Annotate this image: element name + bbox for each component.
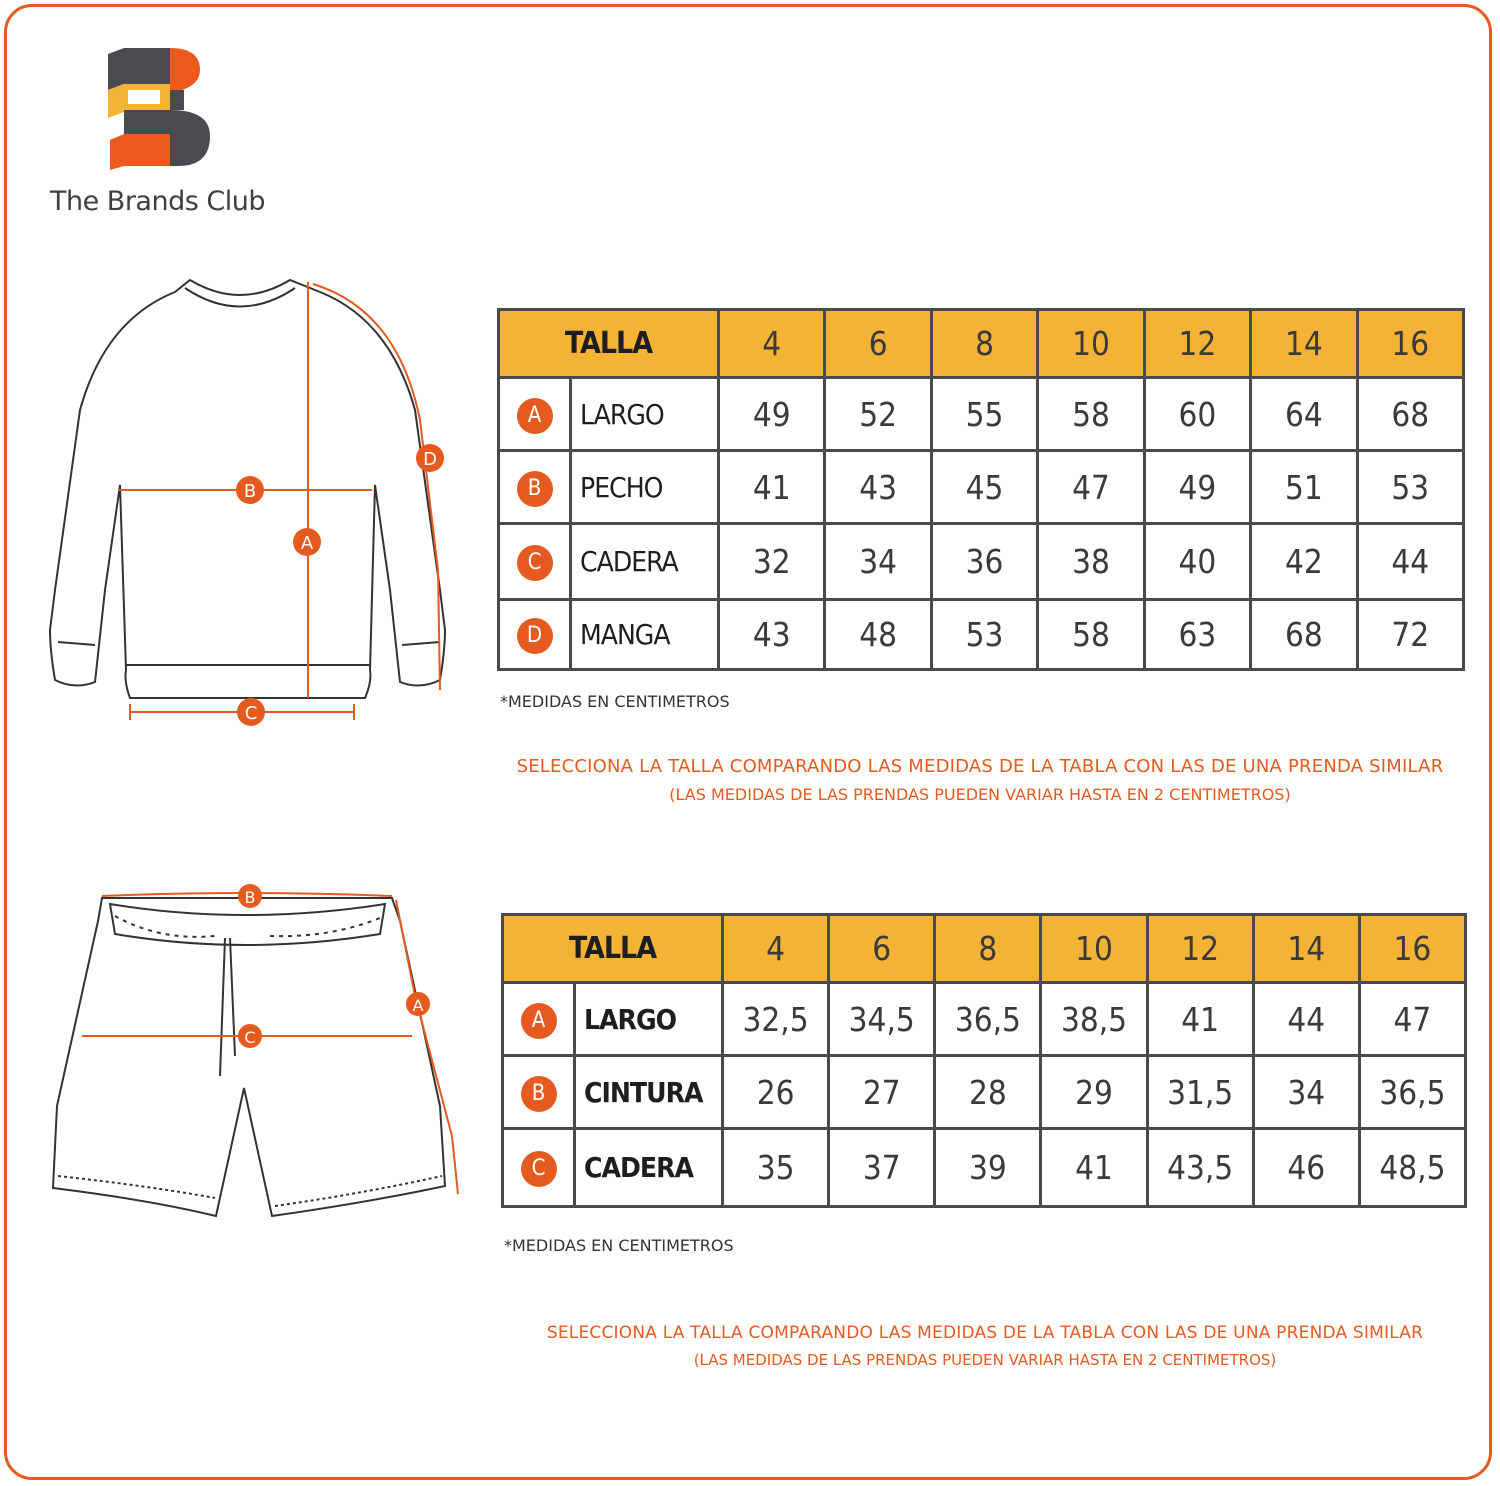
row-badge: A: [517, 398, 553, 434]
cell-value: 36,5: [1359, 1056, 1465, 1129]
sweatshirt-size-table: [497, 308, 1465, 671]
cell-value: 58: [1038, 600, 1144, 670]
row-label: LARGO: [571, 378, 719, 451]
cell-value: 72: [1357, 600, 1463, 670]
cell-value: 38,5: [1041, 983, 1147, 1056]
row-badge: B: [521, 1076, 557, 1112]
row-label: CADERA: [575, 1129, 723, 1207]
cell-value: 68: [1251, 600, 1357, 670]
row-badge: C: [517, 545, 553, 581]
row-label: CINTURA: [575, 1056, 723, 1129]
cell-value: 47: [1359, 983, 1465, 1056]
cell-value: 26: [723, 1056, 829, 1129]
cell-value: 41: [1147, 983, 1253, 1056]
sweatshirt-illustration: [20, 270, 460, 740]
cell-value: 34: [825, 524, 931, 600]
size-header: 8: [931, 310, 1037, 378]
badge-c-label: C: [244, 703, 258, 724]
advice-line1: SELECCIONA LA TALLA COMPARANDO LAS MEDIDAS DE LA TABLA CON LAS DE UNA PRENDA SIMILAR: [516, 756, 1444, 777]
cell-value: 31,5: [1147, 1056, 1253, 1129]
badge-a-label: A: [300, 533, 314, 554]
advice-line2: (LAS MEDIDAS DE LAS PRENDAS PUEDEN VARIAR HASTA EN 2 CENTIMETROS): [669, 785, 1291, 804]
row-badge: A: [521, 1003, 557, 1039]
row-label: CADERA: [571, 524, 719, 600]
badge-c-label: C: [244, 1028, 256, 1047]
cell-value: 53: [931, 600, 1037, 670]
table-header-row: [499, 310, 1464, 378]
cell-value: 39: [935, 1129, 1041, 1207]
size-header: 10: [1038, 310, 1144, 378]
size-header: 12: [1147, 915, 1253, 983]
cell-value: 63: [1144, 600, 1250, 670]
cell-value: 43,5: [1147, 1129, 1253, 1207]
advice-line1: SELECCIONA LA TALLA COMPARANDO LAS MEDIDAS DE LA TABLA CON LAS DE UNA PRENDA SIMILAR: [546, 1323, 1424, 1343]
cell-value: 46: [1253, 1129, 1359, 1207]
size-advice: [455, 1323, 1500, 1369]
table-row: [499, 451, 1464, 524]
badge-a-label: A: [412, 996, 424, 1015]
cell-value: 45: [931, 451, 1037, 524]
size-header: 12: [1144, 310, 1250, 378]
row-badge: D: [517, 618, 553, 654]
talla-header: TALLA: [503, 915, 723, 983]
cell-value: 51: [1251, 451, 1357, 524]
cell-value: 43: [719, 600, 825, 670]
row-label: MANGA: [571, 600, 719, 670]
table-row: [503, 1129, 1466, 1207]
size-header: 8: [935, 915, 1041, 983]
badge-d-label: D: [423, 449, 437, 470]
cell-value: 41: [1041, 1129, 1147, 1207]
size-header: 14: [1251, 310, 1357, 378]
cell-value: 44: [1253, 983, 1359, 1056]
cell-value: 27: [829, 1056, 935, 1129]
table-header-row: [503, 915, 1466, 983]
size-header: 14: [1253, 915, 1359, 983]
cell-value: 41: [719, 451, 825, 524]
size-header: 16: [1357, 310, 1463, 378]
cell-value: 42: [1251, 524, 1357, 600]
table-row: [503, 1056, 1466, 1129]
size-header: 16: [1359, 915, 1465, 983]
cell-value: 32: [719, 524, 825, 600]
cell-value: 47: [1038, 451, 1144, 524]
cell-value: 58: [1038, 378, 1144, 451]
table-row: [503, 983, 1466, 1056]
talla-header: TALLA: [499, 310, 719, 378]
row-label: PECHO: [571, 451, 719, 524]
page-frame: [4, 4, 1492, 1480]
cell-value: 38: [1038, 524, 1144, 600]
badge-b-label: B: [244, 888, 256, 907]
size-header: 6: [825, 310, 931, 378]
advice-line2: (LAS MEDIDAS DE LAS PRENDAS PUEDEN VARIAR HASTA EN 2 CENTIMETROS): [693, 1351, 1277, 1369]
cell-value: 28: [935, 1056, 1041, 1129]
cell-value: 40: [1144, 524, 1250, 600]
cell-value: 49: [1144, 451, 1250, 524]
size-header: 10: [1041, 915, 1147, 983]
cell-value: 36,5: [935, 983, 1041, 1056]
cell-value: 43: [825, 451, 931, 524]
badge-b-label: B: [243, 481, 257, 502]
row-label: LARGO: [575, 983, 723, 1056]
cell-value: 36: [931, 524, 1037, 600]
cell-value: 60: [1144, 378, 1250, 451]
size-header: 6: [829, 915, 935, 983]
row-badge: B: [517, 471, 553, 507]
shorts-illustration: [40, 876, 480, 1236]
cell-value: 55: [931, 378, 1037, 451]
cell-value: 53: [1357, 451, 1463, 524]
table-row: [499, 600, 1464, 670]
measure-note: *MEDIDAS EN CENTIMETROS: [500, 692, 730, 711]
cell-value: 37: [829, 1129, 935, 1207]
measure-note: *MEDIDAS EN CENTIMETROS: [504, 1236, 734, 1255]
cell-value: 68: [1357, 378, 1463, 451]
cell-value: 64: [1251, 378, 1357, 451]
brand-name: The Brands Club: [50, 186, 265, 217]
cell-value: 29: [1041, 1056, 1147, 1129]
cell-value: 34,5: [829, 983, 935, 1056]
size-header: 4: [723, 915, 829, 983]
size-advice: [440, 756, 1500, 804]
cell-value: 48: [825, 600, 931, 670]
cell-value: 44: [1357, 524, 1463, 600]
cell-value: 52: [825, 378, 931, 451]
row-badge: C: [521, 1151, 557, 1187]
cell-value: 35: [723, 1129, 829, 1207]
cell-value: 32,5: [723, 983, 829, 1056]
cell-value: 34: [1253, 1056, 1359, 1129]
shorts-size-table: [501, 913, 1467, 1208]
cell-value: 49: [719, 378, 825, 451]
table-row: [499, 524, 1464, 600]
size-header: 4: [719, 310, 825, 378]
table-row: [499, 378, 1464, 451]
cell-value: 48,5: [1359, 1129, 1465, 1207]
brand-logo: [104, 44, 216, 176]
